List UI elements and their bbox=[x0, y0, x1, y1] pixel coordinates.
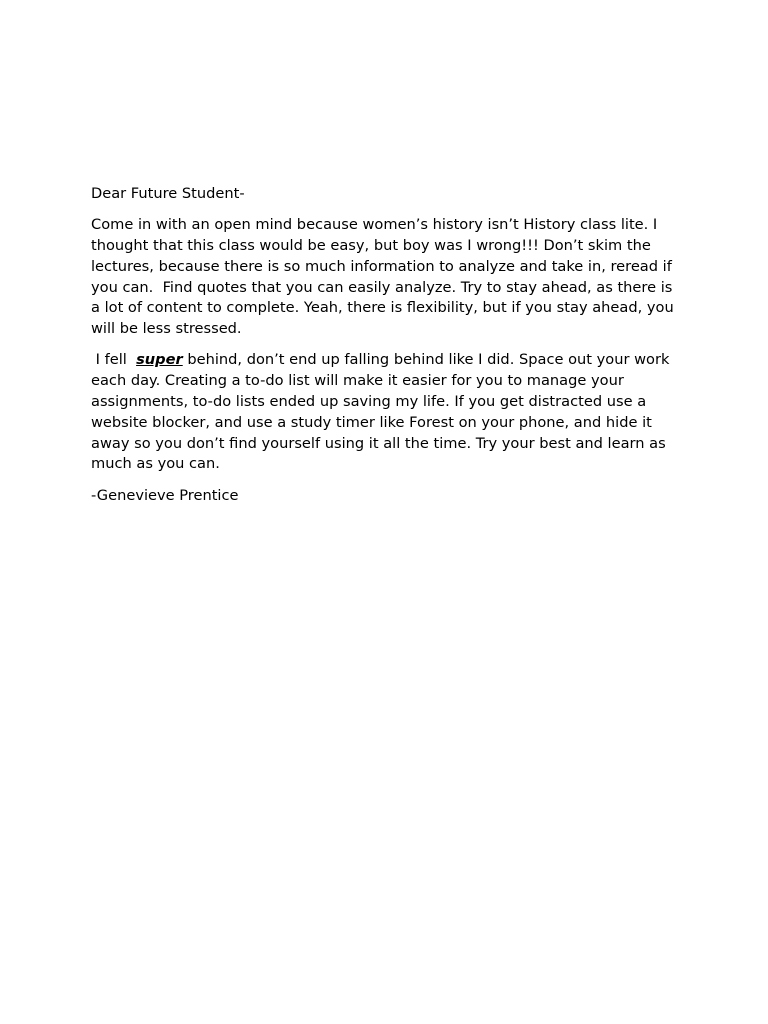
paragraph-advice-open-mind: Come in with an open mind because women’s history isn’t History class lite. I thought that this class would be easy, but boy was I wrong!!! Don’t skim the lectures, because there is so much information to analyze and take in, reread if you can. Find quotes that you can easily analyze. Try to stay ahead, as there is a lot of content to complete. Yeah, there is flexibility, but if you stay ahead, you will be less stressed. bbox=[91, 216, 679, 338]
signature: -Genevieve Prentice bbox=[91, 486, 239, 504]
salutation: Dear Future Student- bbox=[91, 185, 245, 202]
paragraph2-rest-text: behind, don’t end up falling behind like I did. Space out your work each day. Creating a to-do list will make it easier for you to manage your assignments, to-do lists ended up saving my life. If you get distracted use a website blocker, and use a study timer like Forest on your phone, and hide it away so you don’t find yourself using it all the time. Try your best and learn as much as you can. bbox=[91, 351, 675, 473]
paragraph2-lead-text: I fell bbox=[91, 351, 137, 369]
paragraph-advice-stay-on-track bbox=[91, 350, 683, 475]
letter-body bbox=[91, 184, 683, 517]
emphasized-word: super bbox=[136, 351, 183, 369]
